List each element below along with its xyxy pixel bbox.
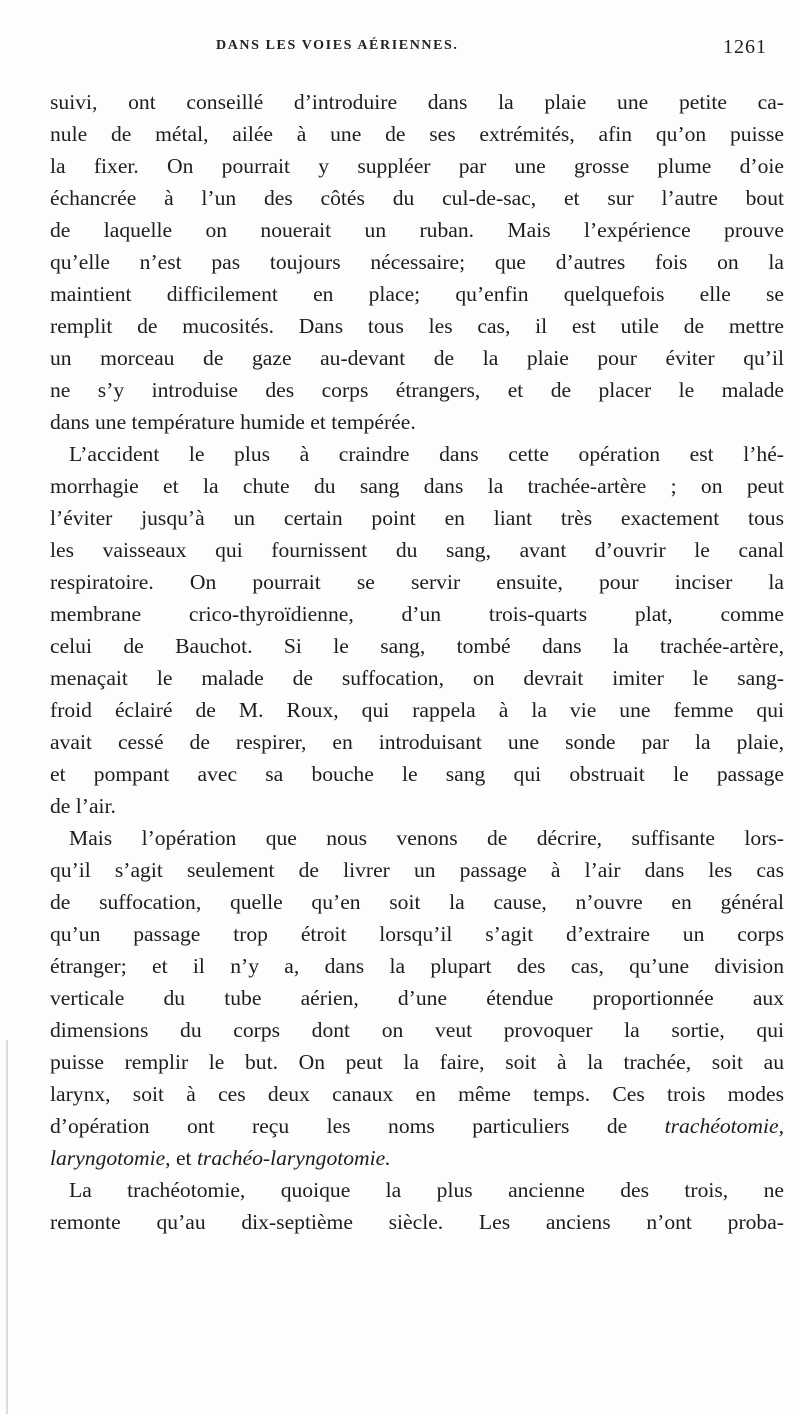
text-segment: d’opération ont reçu les noms particuliers de xyxy=(50,1114,665,1138)
text-line: un morceau de gaze au-devant de la plaie pour éviter qu’il xyxy=(50,346,784,370)
text-line: qu’un passage trop étroit lorsqu’il s’agit d’extraire un corps xyxy=(50,922,784,946)
text-line: ne s’y introduise des corps étrangers, et de placer le malade xyxy=(50,378,784,402)
italic-term: trachéo-laryngotomie. xyxy=(196,1146,391,1170)
text-line: respiratoire. On pourrait se servir ensuite, pour inciser la xyxy=(50,570,784,594)
text-line: remonte qu’au dix-septième siècle. Les anciens n’ont proba- xyxy=(50,1210,784,1234)
text-line: la fixer. On pourrait y suppléer par une grosse plume d’oie xyxy=(50,154,784,178)
page-number: 1261 xyxy=(723,36,767,58)
running-head xyxy=(0,38,800,68)
text-line: puisse remplir le but. On peut la faire, soit à la trachée, soit au xyxy=(50,1050,784,1074)
italic-term: laryngotomie xyxy=(50,1146,166,1170)
text-line: remplit de mucosités. Dans tous les cas, il est utile de mettre xyxy=(50,314,784,338)
text-line: verticale du tube aérien, d’une étendue proportionnée aux xyxy=(50,986,784,1010)
text-line: dans une température humide et tempérée. xyxy=(50,410,416,434)
text-line: membrane crico-thyroïdienne, d’un trois-quarts plat, comme xyxy=(50,602,784,626)
text-line: de suffocation, quelle qu’en soit la cause, n’ouvre en général xyxy=(50,890,784,914)
text-line: nule de métal, ailée à une de ses extrémités, afin qu’on puisse xyxy=(50,122,784,146)
text-line: les vaisseaux qui fournissent du sang, avant d’ouvrir le canal xyxy=(50,538,784,562)
text-line: échancrée à l’un des côtés du cul-de-sac, et sur l’autre bout xyxy=(50,186,784,210)
text-line: L’accident le plus à craindre dans cette opération est l’hé- xyxy=(69,442,784,466)
text-line: dimensions du corps dont on veut provoquer la sortie, qui xyxy=(50,1018,784,1042)
text-line: morrhagie et la chute du sang dans la trachée-artère ; on peut xyxy=(50,474,784,498)
text-line xyxy=(50,1110,784,1142)
running-title: DANS LES VOIES AÉRIENNES. xyxy=(216,38,459,53)
text-line: menaçait le malade de suffocation, on devrait imiter le sang- xyxy=(50,666,784,690)
text-line xyxy=(50,1142,784,1174)
text-line: qu’elle n’est pas toujours nécessaire; que d’autres fois on la xyxy=(50,250,784,274)
page-edge-shadow xyxy=(6,1040,8,1414)
italic-term: trachéotomie, xyxy=(664,1114,784,1138)
text-line: de laquelle on nouerait un ruban. Mais l’expérience prouve xyxy=(50,218,784,242)
text-segment: , et xyxy=(165,1146,197,1170)
text-line: qu’il s’agit seulement de livrer un passage à l’air dans les cas xyxy=(50,858,784,882)
text-line: de l’air. xyxy=(50,794,116,818)
text-line: et pompant avec sa bouche le sang qui obstruait le passage xyxy=(50,762,784,786)
text-line: larynx, soit à ces deux canaux en même temps. Ces trois modes xyxy=(50,1082,784,1106)
text-line: suivi, ont conseillé d’introduire dans la plaie une petite ca- xyxy=(50,90,784,114)
text-line: étranger; et il n’y a, dans la plupart des cas, qu’une division xyxy=(50,954,784,978)
text-line: Mais l’opération que nous venons de décrire, suffisante lors- xyxy=(69,826,784,850)
text-line: avait cessé de respirer, en introduisant une sonde par la plaie, xyxy=(50,730,784,754)
text-line: celui de Bauchot. Si le sang, tombé dans la trachée-artère, xyxy=(50,634,784,658)
text-line: froid éclairé de M. Roux, qui rappela à la vie une femme qui xyxy=(50,698,784,722)
text-line: maintient difficilement en place; qu’enfin quelquefois elle se xyxy=(50,282,784,306)
text-line: l’éviter jusqu’à un certain point en liant très exactement tous xyxy=(50,506,784,530)
text-body xyxy=(50,86,784,1238)
text-line: La trachéotomie, quoique la plus ancienne des trois, ne xyxy=(69,1178,784,1202)
